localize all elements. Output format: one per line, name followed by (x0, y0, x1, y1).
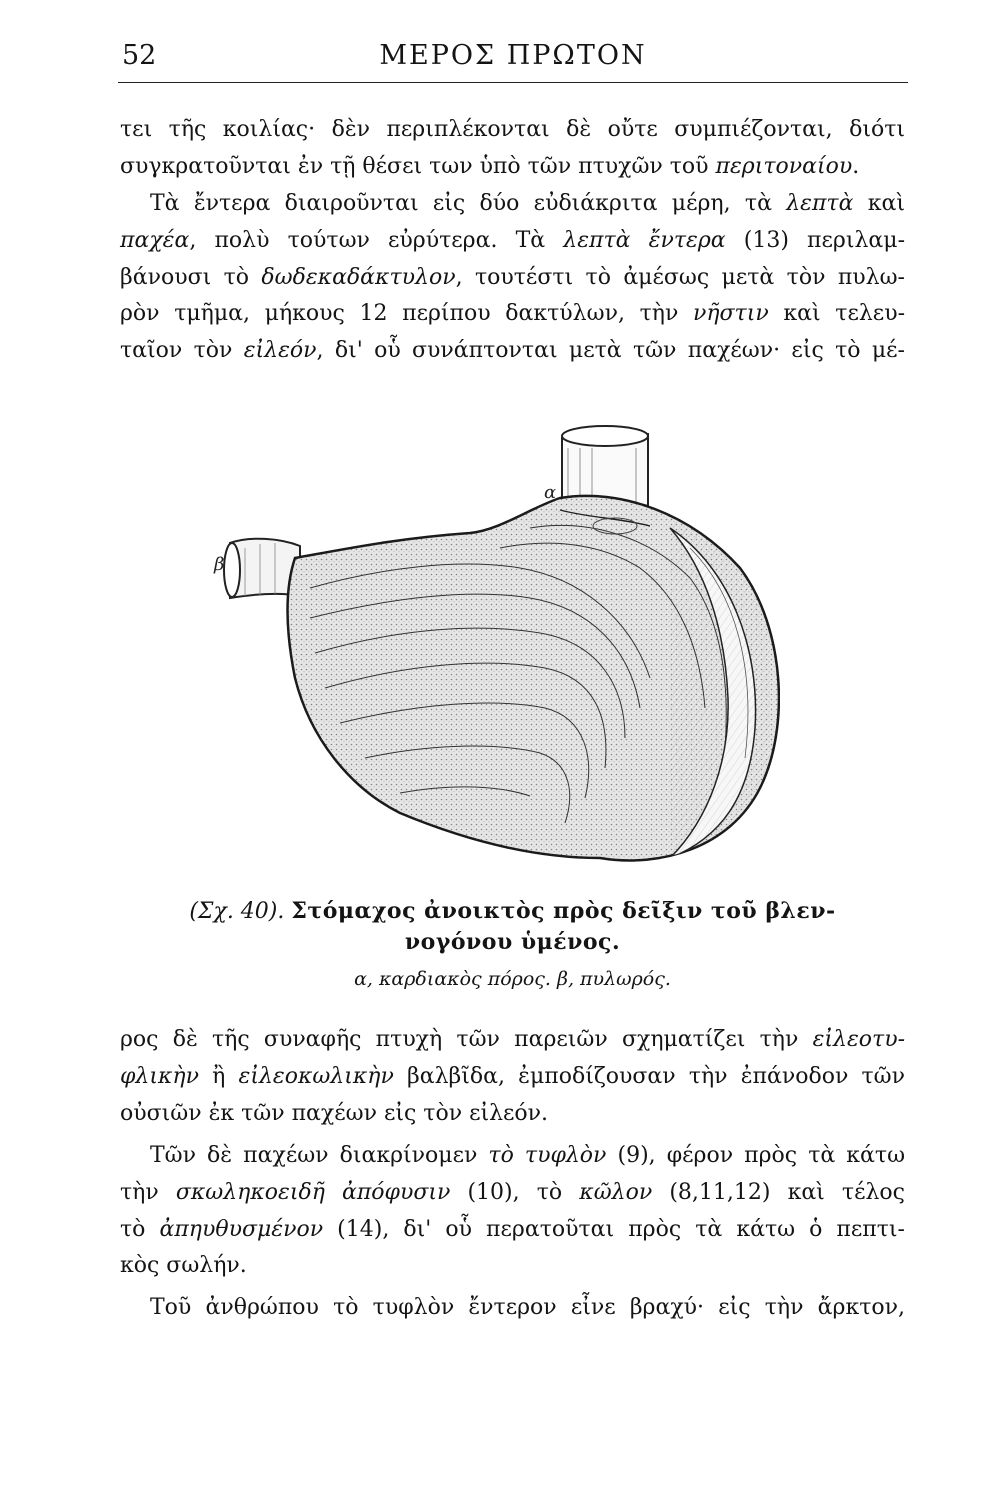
text-line: παχέα, πολὺ τούτων εὐρύτερα. Τὰ λεπτὰ ἔντερα (13) περιλαμ- (120, 227, 905, 253)
running-head: ΜΕΡΟΣ ΠΡΩΤΟΝ (379, 40, 647, 71)
caption-line: νογόνου ὑμένος. (404, 929, 621, 955)
paragraph-4 (120, 1138, 905, 1285)
text-line: συγκρατοῦνται ἐν τῇ θέσει των ὑπὸ τῶν πτυχῶν τοῦ περιτοναίου. (120, 153, 860, 179)
text-line: ρὸν τμῆμα, μήκους 12 περίπου δακτύλων, τὴν νῆστιν καὶ τελευ- (120, 301, 905, 327)
text-line: βάνουσι τὸ δωδεκαδάκτυλον, τουτέστι τὸ ἀμέσως μετὰ τὸν πυλω- (120, 264, 905, 290)
label-a: α (544, 482, 557, 503)
text-line: κὸς σωλήν. (120, 1253, 247, 1279)
paragraph-3 (120, 1022, 905, 1132)
text-line: τει τῆς κοιλίας· δὲν περιπλέκονται δὲ οὔτε συμπιέζονται, διότι (120, 117, 905, 142)
text-line: Τοῦ ἀνθρώπου τὸ τυφλὸν ἔντερον εἶνε βραχύ· εἰς τὴν ἄρκτον, (150, 1295, 905, 1320)
text-line: ταῖον τὸν εἰλεόν, δι' οὗ συνάπτονται μετὰ τῶν παχέων· εἰς τὸ μέ- (120, 338, 905, 364)
text-line: φλικὴν ἢ εἰλεοκωλικὴν βαλβῖδα, ἐμποδίζουσαν τὴν ἐπάνοδον τῶν (120, 1063, 905, 1089)
paragraph-1 (120, 112, 905, 186)
caption-line: (Σχ. 40). Στόμαχος ἀνοικτὸς πρὸς δεῖξιν τοῦ βλεν- (189, 898, 836, 924)
page-header (118, 30, 908, 83)
text-line: τὴν σκωληκοειδῆ ἀπόφυσιν (10), τὸ κῶλον (8,11,12) καὶ τέλος (120, 1179, 905, 1205)
text-line: ρος δὲ τῆς συναφῆς πτυχὴ τῶν παρειῶν σχηματίζει τὴν εἰλεοτυ- (120, 1027, 905, 1052)
text-line: Τῶν δὲ παχέων διακρίνομεν τὸ τυφλὸν (9), φέρον πρὸς τὰ κάτω (150, 1143, 906, 1168)
figure-caption (120, 896, 905, 957)
stomach-illustration (200, 418, 780, 888)
text-line: τὸ ἀπηυθυσμένον (14), δι' οὗ περατοῦται πρὸς τὰ κάτω ὁ πεπτι- (120, 1216, 905, 1242)
text-line: Τὰ ἔντερα διαιροῦνται εἰς δύο εὐδιάκριτα μέρη, τὰ λεπτὰ καὶ (150, 191, 905, 216)
paragraph-2 (120, 186, 905, 370)
figure-legend: α, καρδιακὸς πόρος. β, πυλωρός. (354, 968, 671, 990)
text-line: οὐσιῶν ἐκ τῶν παχέων εἰς τὸν εἰλεόν. (120, 1100, 549, 1126)
label-b: β (214, 554, 225, 575)
page-number: 52 (122, 40, 157, 71)
paragraph-5 (120, 1290, 905, 1327)
